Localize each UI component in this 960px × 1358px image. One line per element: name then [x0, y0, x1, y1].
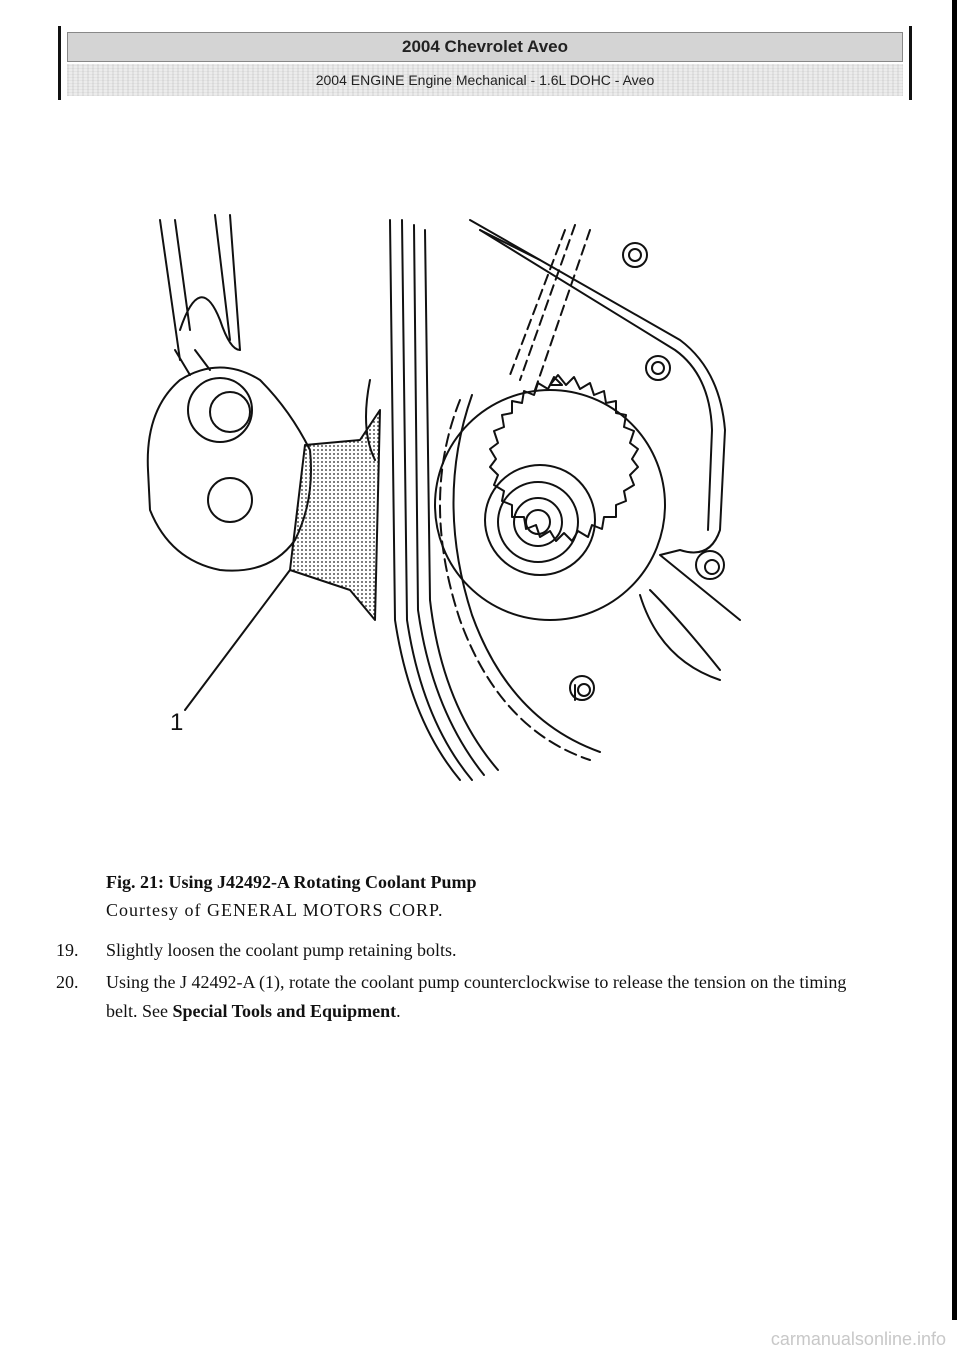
step-number: 20. [56, 972, 79, 992]
header-title: 2004 Chevrolet Aveo [67, 32, 903, 62]
step-20 [56, 968, 856, 1026]
step-number: 19. [56, 940, 79, 960]
page-right-border [952, 0, 957, 1320]
timing-belt-diagram [120, 200, 780, 800]
callout-label: 1 [170, 709, 184, 736]
special-tools-link[interactable]: Special Tools and Equipment [172, 1001, 397, 1021]
caption-title: Fig. 21: Using J42492-A Rotating Coolant Pump [106, 872, 477, 892]
step-text-before: Using the J 42492-A (1), rotate the coolant pump counterclockwise to release the tension on the timing belt. See [106, 972, 847, 1021]
header-subtitle: 2004 ENGINE Engine Mechanical - 1.6L DOHC - Aveo [67, 64, 903, 96]
step-text [106, 968, 856, 1026]
figure-caption [106, 868, 477, 924]
step-text-after: . [396, 1001, 401, 1021]
diagram-svg [120, 200, 780, 800]
step-text: Slightly loosen the coolant pump retaining bolts. [106, 940, 457, 960]
page-header [58, 26, 912, 100]
caption-courtesy: Courtesy of GENERAL MOTORS CORP. [106, 900, 444, 920]
watermark: carmanualsonline.info [770, 1329, 946, 1349]
procedure-steps [56, 936, 856, 1029]
step-19 [56, 936, 856, 965]
